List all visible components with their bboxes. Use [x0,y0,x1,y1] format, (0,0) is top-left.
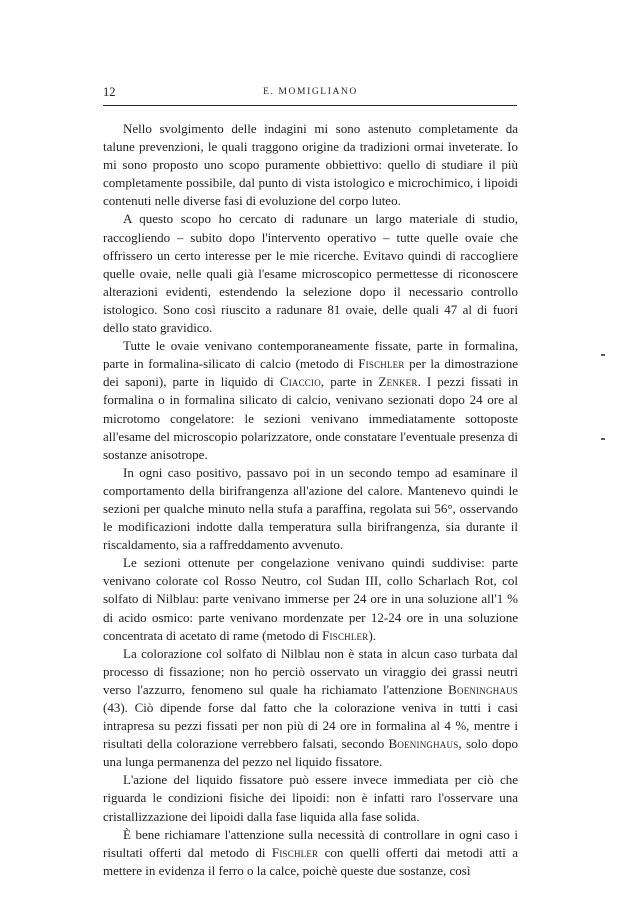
page-number: 12 [103,85,116,99]
text-run: In ogni caso positivo, passavo poi in un secondo tempo ad esaminare il comportamento della birifrangenza all'azione del calore. Mantenevo quindi le sezioni per qualche minuto nella stufa a paraffina, regolata sui 56°, osservando le modificazioni indotte dalla temperatura sulla birifrangenza, sia durante il riscaldamento, sia a raffreddamento avvenuto. [103,464,518,553]
paragraph [103,120,518,210]
text-run: ). [368,627,377,643]
text-run: A questo scopo ho cercato di radunare un largo materiale di studio, raccogliendo – subito dopo l'intervento operativo – tutte quelle ovaie che offrissero un certo interesse per le mie ricerche. Evitavo quindi di raccogliere quelle ovaie, nelle quali già l'esame microscopico permettesse di riconoscere alterazioni evidenti, estendendo la selezione dopo il necessario controllo istologico. Sono così riuscito a radunare 81 ovaie, delle quali 47 al di fuori dello stato gravidico. [103,211,518,336]
text-run: , parte in [320,374,379,390]
paragraph [103,645,518,772]
text-run: Le sezioni ottenute per congelazione venivano quindi suddivise: parte venivano colorate col Rosso Neutro, col Sudan III, collo Scharlach Rot, col solfato di Nilblau: parte venivano immerse per 24 ore in una soluzione all'1 % di acido osmico: parte venivano mordenzate per 12-24 ore in una soluzione concentrata di acetato di rame (metodo di [103,555,518,643]
text-run: La colorazione col solfato di Nilblau non è stata in alcun caso turbata dal processo di fissazione; non ho perciò osservato un viraggio dei grassi neutri verso l'azzurro, fenomeno sul quale ha richiamato l'attenzione [103,645,518,697]
text-run: (43). Ciò dipende forse dal fatto che la colorazione veniva in tutti i casi intrapresa su pezzi fissati per non più di 24 ore in formalina al 4 %, mentre i risultati della colorazione verrebbero falsati, secondo [103,700,518,752]
text-run: , solo dopo una lunga permanenza del pezzo nel liquido fissatore. [103,736,518,770]
paragraph [103,337,518,464]
author-name: Zenker [378,374,418,390]
running-head: E. MOMIGLIANO [263,87,358,97]
author-name: Boeninghaus [388,736,459,752]
author-name: Fischler [271,844,319,860]
text-run: con quelli offerti dai metodi atti a mettere in evidenza il ferro o la calce, poichè queste due sostanze, così [103,844,519,878]
text-run: L'azione del liquido fissatore può essere invece immediata per ciò che riguarda le condizioni fisiche dei lipoidi: non è infatti raro l'osservare una cristallizzazione dei lipoidi dalla fase liquida alla fase solida. [103,772,518,824]
author-name: Fischler [358,356,405,372]
header-rule [103,105,517,106]
margin-mark [601,438,605,440]
author-name: Ciaccio [279,374,321,390]
author-name: Fischler [322,627,369,643]
paragraph [103,210,518,337]
text-run: Nello svolgimento delle indagini mi sono astenuto completamente da talune prevenzioni, le quali traggono origine da tradizioni ormai inveterate. Io mi sono proposto uno scopo puramente obbiettivo: quello di studiare il più completamente possibile, dal punto di vista istologico e microchimico, i lipoidi contenuti nelle diverse fasi di evoluzione del corpo luteo. [103,121,518,209]
author-name: Boeninghaus [448,681,518,697]
margin-mark [601,354,605,356]
paragraph [103,826,518,880]
page-header [103,85,518,101]
body-text [103,120,518,880]
text-run: È bene richiamare l'attenzione sulla necessità di controllare in ogni caso i risultati offerti dal metodo di [103,826,518,860]
text-run: Tutte le ovaie venivano contemporaneamente fissate, parte in formalina, parte in formalina-silicato di calcio (metodo di [103,338,518,372]
paragraph [103,554,518,644]
paragraph [103,771,518,825]
text-run: . I pezzi fissati in formalina o in formalina silicato di calcio, venivano sezionati dopo 24 ore al microtomo congelatore: le sezioni venivano immediatamente sottoposte all'esame del microscopio polarizzatore, onde constatare l'eventuale presenza di sostanze anisotrope. [103,374,518,462]
paragraph [103,464,518,554]
text-run: per la dimostrazione dei saponi), parte in liquido di [103,356,518,390]
